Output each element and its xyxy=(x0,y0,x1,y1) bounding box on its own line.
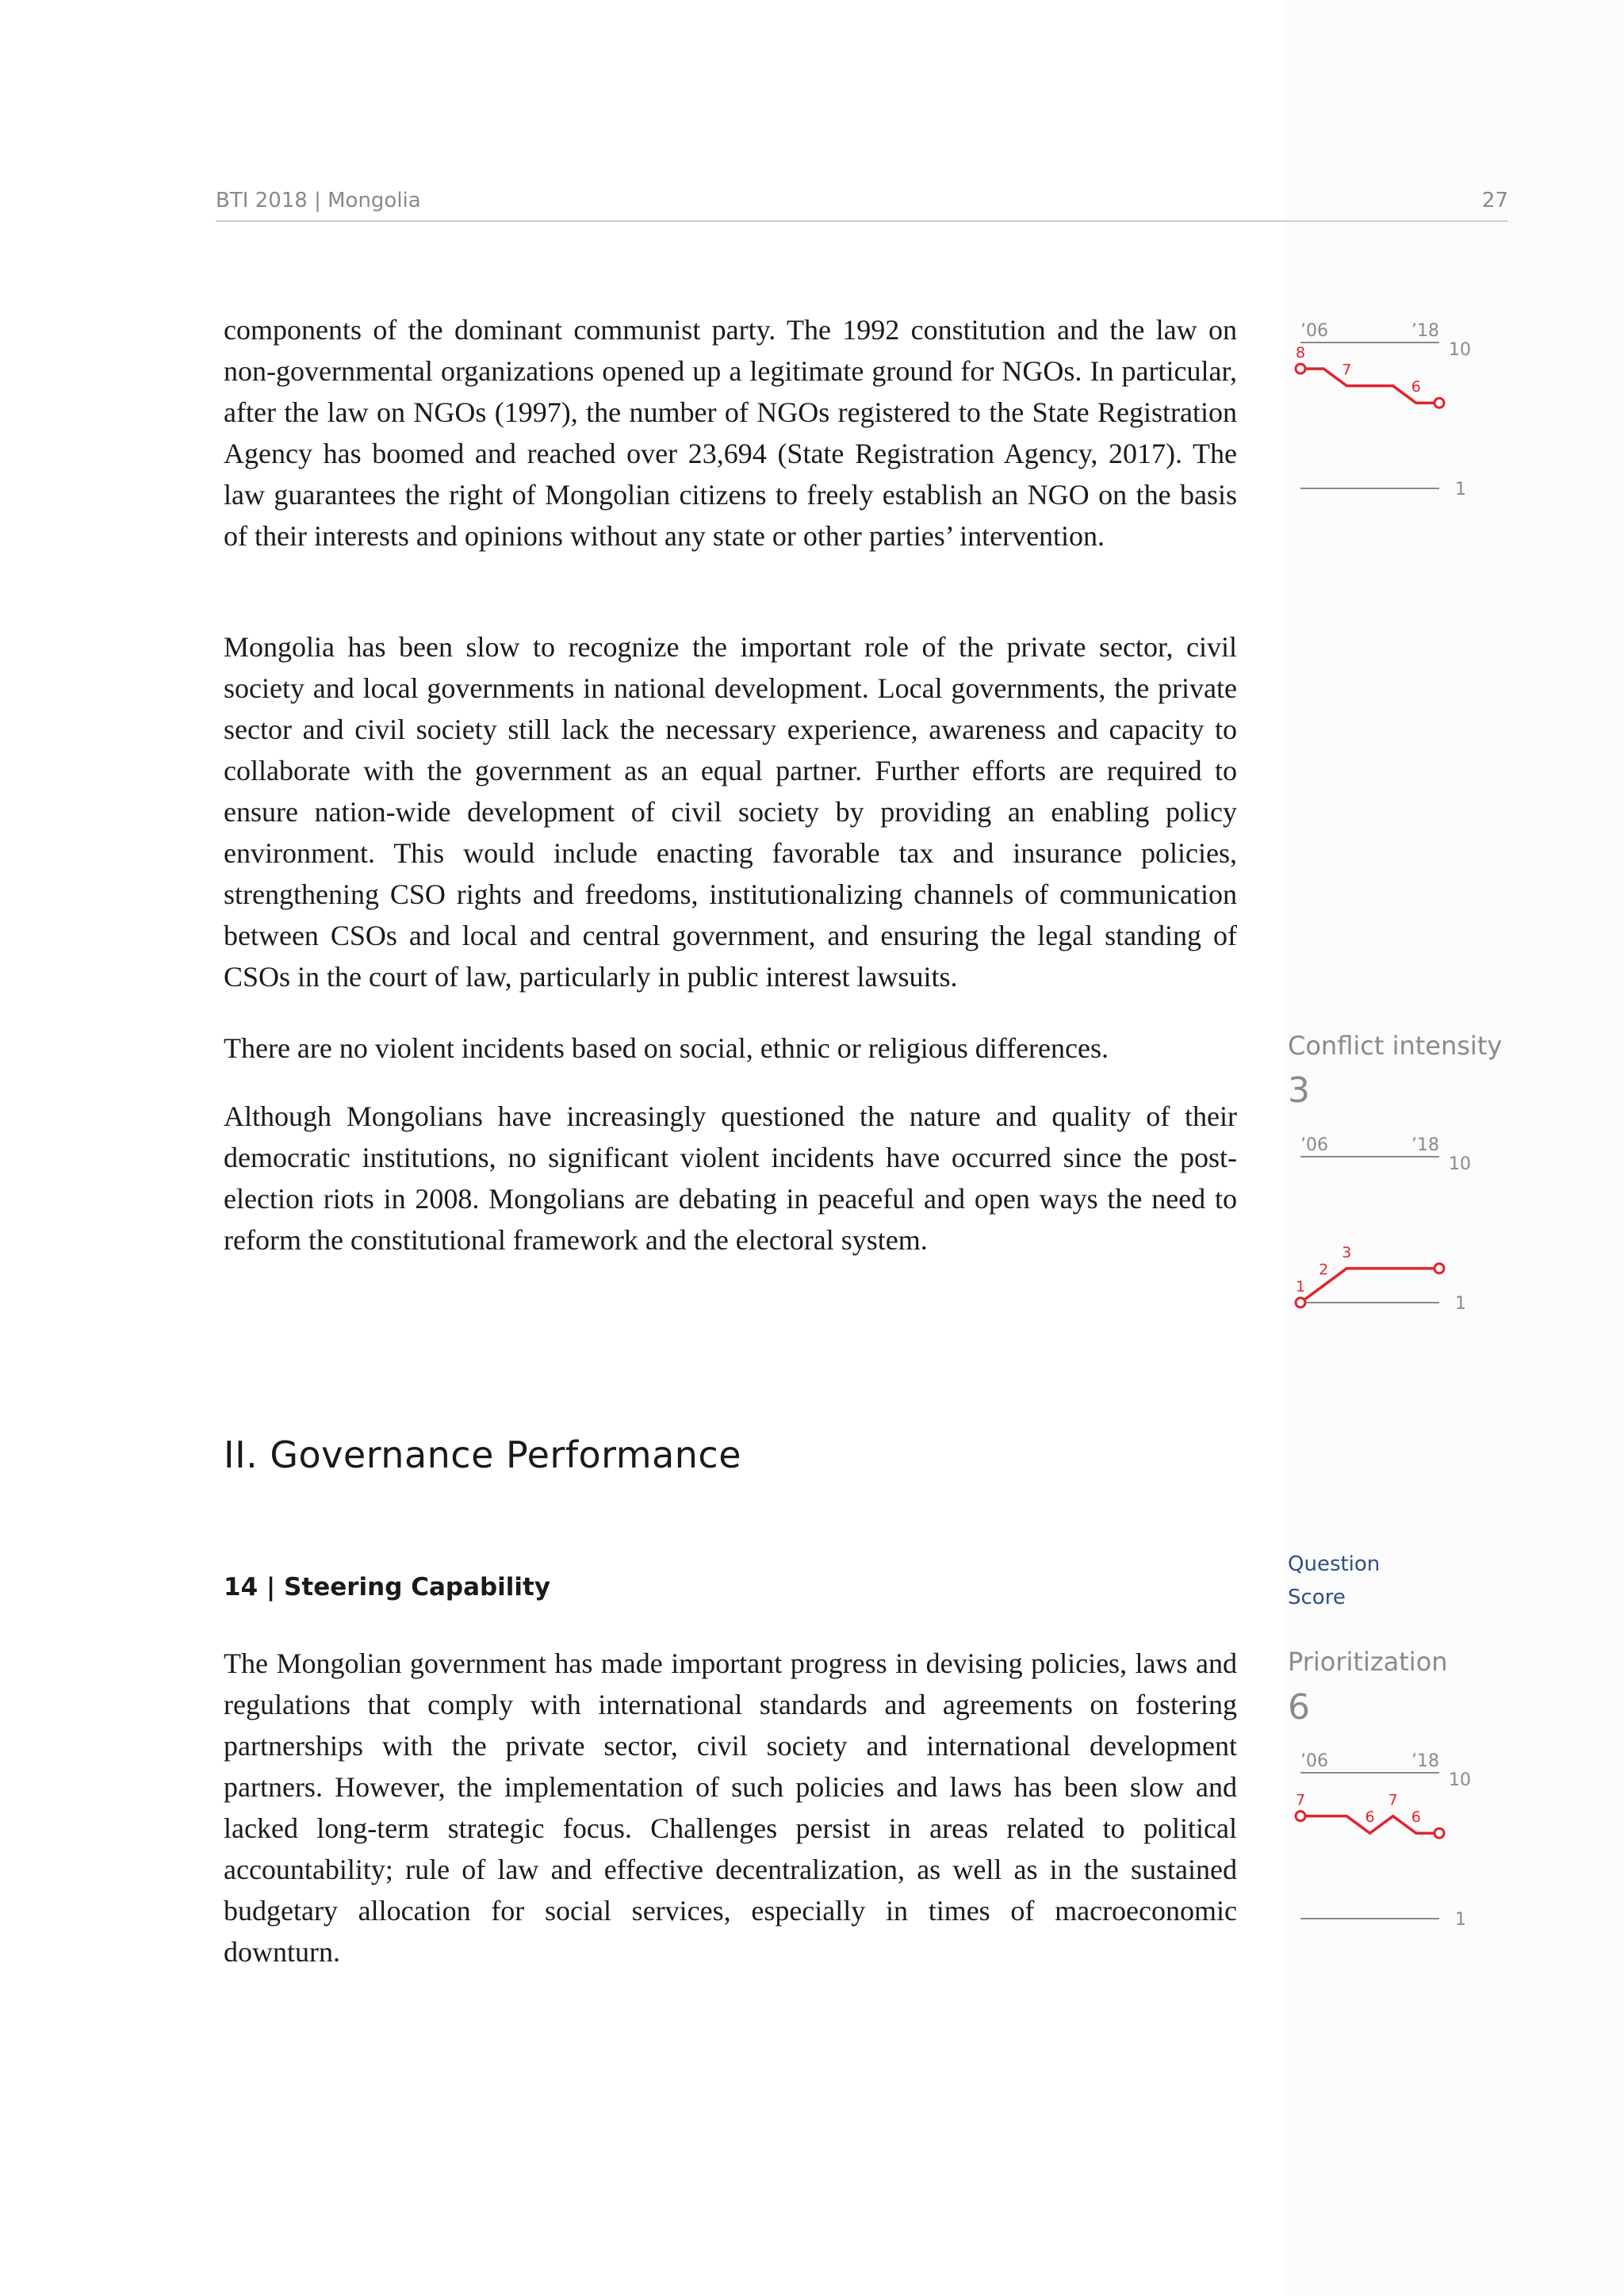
indicator-label-prioritization: Prioritization xyxy=(1288,1647,1448,1677)
question-label: Question xyxy=(1288,1552,1381,1576)
indicator-score-conflict-intensity: 3 xyxy=(1288,1070,1310,1111)
paragraph-no-violence: There are no violent incidents based on social, ethnic or religious differences. xyxy=(224,1032,1109,1064)
end-point xyxy=(1434,398,1444,408)
point-label: 6 xyxy=(1411,378,1421,396)
x-end-label: ’18 xyxy=(1411,321,1439,341)
x-start-label: ’06 xyxy=(1300,1135,1328,1155)
y-max-label: 10 xyxy=(1449,1154,1471,1174)
y-min-label: 1 xyxy=(1455,1294,1466,1314)
indicator-label-conflict-intensity: Conflict intensity xyxy=(1288,1031,1503,1061)
start-point xyxy=(1296,1812,1305,1821)
y-min-label: 1 xyxy=(1455,480,1466,499)
indicator-chart-1 xyxy=(1277,314,1491,499)
end-point xyxy=(1434,1828,1444,1838)
end-point xyxy=(1434,1264,1444,1273)
page-number: 27 xyxy=(1481,189,1508,212)
y-max-label: 10 xyxy=(1449,340,1471,360)
point-label: 6 xyxy=(1411,1808,1421,1827)
y-min-label: 1 xyxy=(1455,1910,1466,1930)
x-end-label: ’18 xyxy=(1411,1751,1439,1771)
paragraph-prioritization: The Mongolian government has made important progress in devising policies, laws and regulations that comply with international standards and agreements on fostering partnerships with the private sector, civil society and international development partners. However, the implementation of such policies and laws has been slow and lacked long-term strategic focus. Challenges persist in areas related to political accountability; rule of law and effective decentralization, as well as in the sustained budgetary allocation for social services, especially in times of macroeconomic downturn. xyxy=(224,1647,1237,1968)
paragraph-conflict: Although Mongolians have increasingly questioned the nature and quality of their democratic institutions, no significant violent incidents have occurred since the post-election riots in 2008. Mongolians are debating in peaceful and open ways the need to reform the constitutional framework and the electoral system. xyxy=(224,1100,1237,1256)
x-start-label: ’06 xyxy=(1300,1751,1328,1771)
header-title: BTI 2018 | Mongolia xyxy=(216,189,421,212)
x-end-label: ’18 xyxy=(1411,1135,1439,1155)
subsection-title: 14 | Steering Capability xyxy=(224,1573,551,1601)
point-label: 7 xyxy=(1342,361,1352,379)
start-point xyxy=(1296,1298,1305,1307)
start-point xyxy=(1296,364,1305,373)
indicator-chart-conflict-intensity xyxy=(1277,1128,1491,1314)
y-max-label: 10 xyxy=(1449,1770,1471,1790)
point-label: 1 xyxy=(1295,1278,1306,1295)
point-label: 7 xyxy=(1295,1791,1306,1809)
paragraph-ngo-law: components of the dominant communist party. The 1992 constitution and the law on non-governmental organizations opened up a legitimate ground for NGOs. In particular, after the law on NGOs (1997), the number of NGOs registered to the State Registration Agency has boomed and reached over 23,694 (State Registration Agency, 2017). The law guarantees the right of Mongolian citizens to freely establish an NGO on the basis of their interests and opinions without any state or other parties’ intervention. xyxy=(224,314,1237,552)
page-header xyxy=(216,189,1508,222)
x-start-label: ’06 xyxy=(1300,321,1328,341)
section-title: II. Governance Performance xyxy=(224,1433,742,1476)
point-label: 7 xyxy=(1388,1791,1398,1809)
point-label: 6 xyxy=(1365,1808,1375,1827)
indicator-chart-prioritization xyxy=(1277,1744,1491,1930)
paragraph-civil-society: Mongolia has been slow to recognize the important role of the private sector, civil society and local governments in national development. Local governments, the private sector and civil society still lack the necessary experience, awareness and capacity to collaborate with the government as an equal partner. Further efforts are required to ensure nation-wide development of civil society by providing an enabling policy environment. This would include enacting favorable tax and insurance policies, strengthening CSO rights and freedoms, institutionalizing channels of communication between CSOs and local and central government, and ensuring the legal standing of CSOs in the court of law, particularly in public interest lawsuits. xyxy=(224,631,1237,993)
point-label: 2 xyxy=(1319,1261,1329,1279)
indicator-score-prioritization: 6 xyxy=(1288,1687,1310,1728)
point-label: 8 xyxy=(1295,344,1306,362)
score-label: Score xyxy=(1288,1586,1346,1609)
point-label: 3 xyxy=(1342,1243,1352,1261)
